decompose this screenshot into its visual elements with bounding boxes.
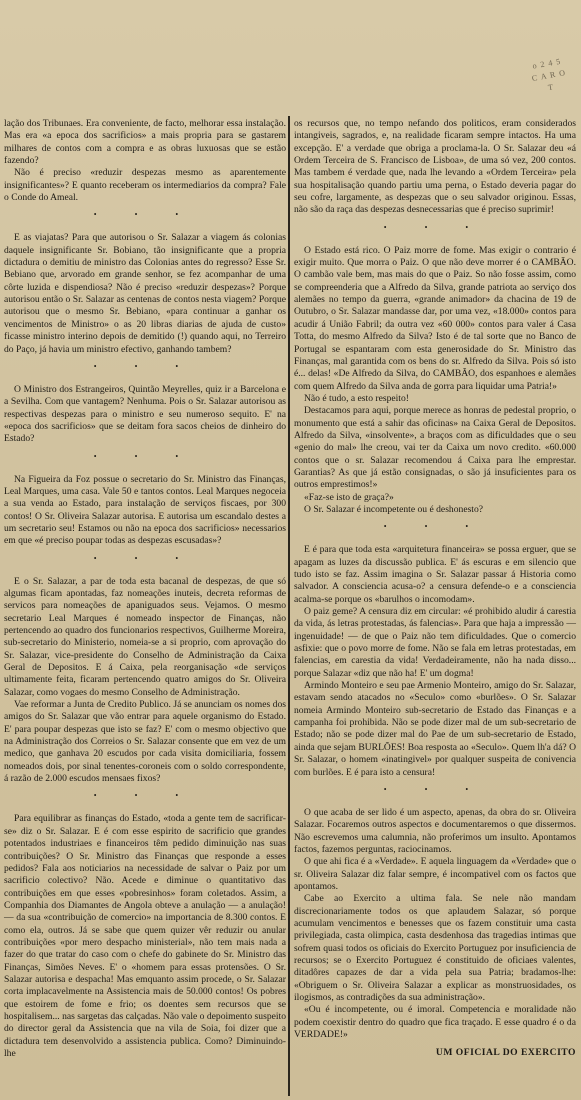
stamp-line-2: o 2 4 5 (531, 56, 562, 71)
stamp-line-3: C A R O T (531, 68, 567, 93)
column-divider (288, 116, 290, 1096)
paragraph: Para equilibrar as finanças do Estado, «toda a gente tem de sacrificar-se» diz o Sr. Salazar. E é com esse espirito de sacrificio que grandes potentados industriaes e financeiros têm pedido diminuição nas suas contribuições? O Sr. Ministro das Finanças que responde a esses pedidos? Fala aos noticiarios na necessidade de salvar o Paiz por um sacrificio colectivo? Não. Acede e diminue o quantitativo das contribuições em que esses «pobresinhos» foram coletados. Assim, a Companhia dos Diamantes de Angola obteve a anulação — a anulação! — da sua «contribuição de comercio» na importancia de 8.300 contos. E como ela, outros. Já se sabe que quem quizer vêr reduzir ou anular contribuições «por mero despacho ministerial», não tem mais nada a fazer do que tratar do caso com o chefe do gabinete do Sr. Ministro das Finanças, Simões Neves. E' o «homem para essas protensões. O Sr. Salazar autorisa e despacha! Mas emquanto assim procede, o Sr. Salazar corta implacavelmente na Assistencia mais de 50.000 contos! Os pobres que estoirem de fome e frio; os doentes sem recursos que se hospitalisem... nas sargetas das calçadas. Não vale o depoimento suspeito do director geral da Assistencia que na vila de Soia, foi dizer que a dictadura tem desenvolvido a assistencia publica. Como? Diminuindo-lhe (4, 813, 286, 1059)
paragraph: E é para que toda esta «arquitetura financeira» se possa erguer, que se apagam as luzes da discussão publica. E' ás escuras e em silencio que tudo isto se faz. Assim imagina o Sr. Salazar passar á Historia como salvador. A consciencia acusa-o? a censura defende-o e a consciencia acalma-se porque os «barulhos o incomodam». (294, 544, 576, 605)
paragraph: os recursos que, no tempo nefando dos politicos, eram considerados intangiveis, sagrados, e, na realidade ficaram sempre intactos. Ha uma excepção. E' a verdade que obriga a proclama-la. O Sr. Salazar deu «á Ordem Terceira de S. Francisco de Lisboa», de uma só vez, 200 contos. Mas tambem é verdade que, nada lhe levando a «Ordem Terceira» pela sua hospitalisação quando partiu uma perna, o Estado deveria pagar do seu cofre, largamente, as despezas que o seu salvador originou. Essas, não são da raça das despezas desnecessarias que é preciso suprimir! (294, 118, 576, 216)
paragraph: O Ministro dos Estrangeiros, Quintão Meyrelles, quiz ir a Barcelona e a Sevilha. Com que vantagem? Nenhuma. Pois o Sr. Salazar autorisou as respectivas despezas para o ministro e seu numeroso sequito. E' na «epoca dos sacrificios» que se deitam fora sacos cheios de dinheiro do Estado? (4, 383, 286, 445)
section-separator: • • • (383, 222, 487, 232)
paragraph: Cabe ao Exercito a ultima fala. Se nele não mandam discrecionariamente todos os que aplaudem Salazar, só porque acumulam vencimentos e benesses que os fazem constituir uma casta privilegiada, casta olimpica, casta desdenhosa das tragedias intimas que sofrem quasi todos os oficiais do Exercito Portuguez por insuficiencia de recursos; se o Exercito Portuguez é constituido de oficiaes valentes, ditadôres capazes de dar a vida pela sua Patria; bradamos-lhe: «Obriguem o Sr. Oliveira Salazar a explicar as monstruosidades, os ilogismos, as contradições da sua administração». (294, 893, 576, 1003)
right-column (294, 118, 576, 1060)
section-separator: • • • (93, 791, 197, 801)
paragraph: O que ahi fica é a «Verdade». E aquela linguagem da «Verdade» que o sr. Oliveira Salazar diz falar sempre, é incompativel com os factos que apontamos. (294, 856, 576, 892)
left-column (4, 118, 286, 1060)
section-separator: • • • (93, 451, 197, 461)
paragraph: E as viajatas? Para que autorisou o Sr. Salazar a viagem ás colonias daquele insignificante Sr. Bobiano, tão insignificante que a propria dictadura o demitiu de ministro das Colonias antes do regresso? Esse Sr. Bebiano que, arvorado em grande senhor, se fez acompanhar de uma côrte luzida e dispendiosa? Não é preciso «reduzir despezas»? Porque autorisou então o Sr. Salazar as centenas de contos nesta viagem? Porque autorisou que o mesmo Sr. Bebiano, «para continuar a ganhar os vencimentos de Ministro» o as 20 libras diarias de ajuda de custo» ficasse ministro interino depois de demitido (!) quando aqui, no Terreiro do Paço, já havia um ministro efectivo, ganhando tambem? (4, 232, 286, 355)
paragraph: Não é tudo, a esto respeito! (304, 392, 409, 404)
paragraph: Destacamos para aqui, porque merece as honras de pedestal proprio, o monumento que está a sahir das oficinas» na Caixa Geral de Depositos. Alfredo da Silva, «insolvente», a braços com as dificuldades que o seu «genio do mal» lhe creou, vai ter da Caixa um novo credito. «60.000 contos que o sr. Salazar recomendou á Caixa para lhe emprestar. Garantias? As que já estão consignadas, o são já insuficientes para os outros emprestimos!» (294, 405, 576, 491)
paragraph: O que acaba de ser lido é um aspecto, apenas, da obra do sr. Oliveira Salazar. Focaremos outros aspectos e documentaremos o que dissermos. Não escrevemos uma calumnia, não proferimos um insulto. Apontamos factos, fazemos perguntas, raciocinamos. (294, 806, 576, 855)
paragraph: O Sr. Salazar é incompetente ou é deshonesto? (304, 503, 484, 515)
article-signature: UM OFICIAL DO EXERCITO (435, 1047, 576, 1059)
section-separator: • • • (383, 784, 487, 794)
paragraph: E o Sr. Salazar, a par de toda esta bacanal de despezas, de que só algumas ficam apontadas, faz nomeações inuteis, decreta reformas de servicos para nomeações de apaniguados seus. Vejamos. O mesmo secretario Leal Marques é nomeado inspector de Finanças, não pertencendo ao quadro dos funcionarios respectivos, Guilherme Moreira, sub-secretario do Ministerio, nomeia-se a si proprio, com aprovação do Sr. Salazar, vice-presidente do Conselho de Administração da Caixa Geral de Depositos. E á Caixa, pela reorganisação «de serviços ultimamente feita, ficaram pertencendo quatro amigos do Sr. Oliveira Salazar, como vogaes do mesmo Conselho de Administração. (4, 575, 286, 698)
paragraph: O Estado está rico. O Paiz morre de fome. Mas exigir o contrario é exigir muito. Que morra o Paiz. O que não deve morrer é o CAMBÃO. O cambão vale bem, mas mais do que o Paiz. So não fosse assim, como se compreenderia que a Alfredo da Silva, grande patriota ao serviço dos alemães no tempo da guerra, «grande animador» da chacina de 19 de Outubro, o Sr. Salazar mandasse dar, por uma vez, «18.000» contos para acudir á União Fabril; da outra vez «60 000» contos para valer á Casa Totta, do mesmo Alfredo da Silva? Isto é de tal sorte que no Banco de Portugal se espantaram com esta generosidade do Sr. Ministro das Finanças, mal garantida com os bens do sr. Alfredo da Silva. Pois só isto é... delas! «De Alfredo da Silva, do CAMBÃO, dos espanhoes e alemães com quem Alfredo da Silva anda de gorra para liquidar uma Patria!» (294, 244, 576, 392)
paragraph: Armindo Monteiro e seu pae Armenio Monteiro, amigo do Sr. Salazar, estavam sendo atacados no «Seculo» como «burlões». O Sr. Salazar nomeia Armindo Monteiro sub-secretario de Estado das Finanças e a campanha foi prohibida. Não se pode dizer mal de um sub-secretario de Estado; não se pode dizer mal do Pae de um sub-secretario de Estado, ainda que sejam BURLÕES! Boa resposta ao «Seculo». Quem lh'a dá? O Sr. Salazar, o homem «inatingivel» por qualquer suspeita de conivencia com burlões. E é para isto a censura! (294, 680, 576, 778)
paragraph: «Faz-se isto de graça?» (304, 491, 394, 503)
section-separator: • • • (93, 210, 197, 220)
section-separator: • • • (383, 522, 487, 532)
paragraph: Não é preciso «reduzir despezas mesmo as aparentemente insignificantes»? E quanto receberam os intermediarios da compra? Fale o Conde do Ameal. (4, 167, 286, 204)
paragraph: O paiz geme? A censura diz em circular: «é prohibido aludir á carestia da vida, ás letras protestadas, ás falencias». Para que haja a impressão — ingenuidade! — de que o Paiz não tem dificuldades. Que o comercio asfixie: que o povo morre de fome. Não se fala em letras protestadas, em falencias, em carestia da vida! Verdadeiramente, não ha nada disso... porque Salazar «diz que não ha! E' um dogma! (294, 606, 576, 679)
section-separator: • • • (93, 361, 197, 371)
section-separator: • • • (93, 553, 197, 563)
paragraph: «Ou é incompetente, ou é imoral. Competencia e moralidade não podem coexistir dentro do quadro que fica traçado. E esse quadro é o da VERDADE!» (294, 1004, 576, 1041)
paragraph: Vae reformar a Junta de Credito Publico. Já se anunciam os nomes dos amigos do Sr. Salazar que vão entrar para aquele organismo do Estado. E' para poupar despezas que isto se faz? E' com o mesmo objectivo que na Administração dos Correios o Sr. Salazar consente que em vez de um medico, que ganhava 20 escudos por cada visita domiciliaria, fossem nomeados dois, por sinal tenentes-coroneis com o soldo correspondente, á razão de 2.000 escudos mensaes fixos? (4, 699, 286, 785)
paragraph: lação dos Tribunaes. Era conveniente, de facto, melhorar essa instalação. Mas era «a epoca dos sacrificios» a mais propria para se gastarem milhares de contos com a compra e as obras luxuosas que se estão fazendo? (4, 118, 286, 167)
library-stamp (528, 55, 570, 97)
paragraph: Na Figueira da Foz possue o secretario do Sr. Ministro das Finanças, Leal Marques, uma casa. Vale 50 e tantos contos. Leal Marques negoceia a sua venda ao Estado, para instalação de serviços fiscaes, por 300 contos! O Sr. Oliveira Salazar autorisa. E autorisa um escandalo destes a um secretario seu! Estamos ou não na epoca dos sacrificios» necessarios em que «é preciso poupar todas as despezas escusadas»? (4, 473, 286, 547)
